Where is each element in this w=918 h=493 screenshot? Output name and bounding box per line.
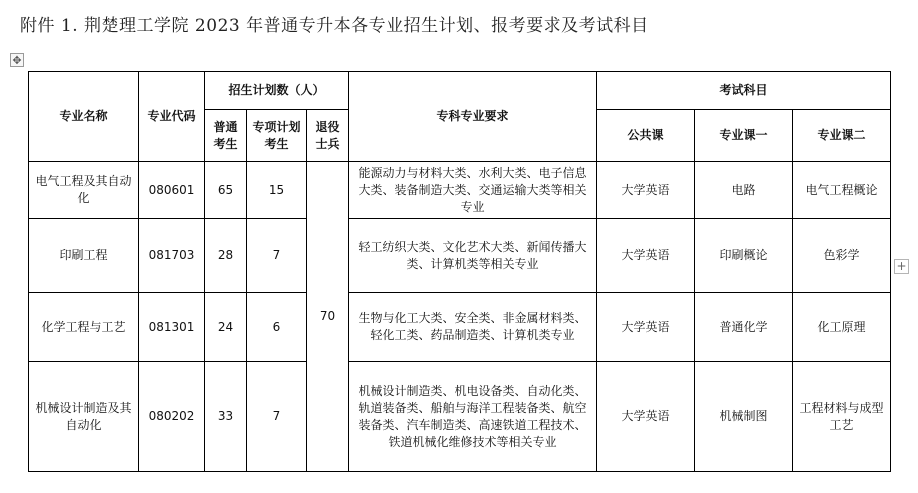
major-name-cell: 电气工程及其自动化 xyxy=(29,162,139,219)
major-name-cell: 机械设计制造及其自动化 xyxy=(29,362,139,472)
exam-public-cell: 大学英语 xyxy=(597,293,695,362)
plan-regular-cell: 28 xyxy=(205,219,247,293)
major-code-cell: 081301 xyxy=(139,293,205,362)
exam-public-cell: 大学英语 xyxy=(597,162,695,219)
exam-major1-cell: 机械制图 xyxy=(695,362,793,472)
requirements-cell: 机械设计制造类、机电设备类、自动化类、轨道装备类、船舶与海洋工程装备类、航空装备类、汽车制造类、高速铁道工程技术、铁道机械化维修技术等相关专业 xyxy=(349,362,597,472)
enrollment-plan-table xyxy=(28,71,891,472)
exam-public-cell: 大学英语 xyxy=(597,219,695,293)
header-requirements: 专科专业要求 xyxy=(349,72,597,162)
major-name-cell: 化学工程与工艺 xyxy=(29,293,139,362)
table-row xyxy=(29,162,891,219)
plan-regular-cell: 65 xyxy=(205,162,247,219)
header-exam-group: 考试科目 xyxy=(597,72,891,110)
plan-regular-cell: 33 xyxy=(205,362,247,472)
header-major-name: 专业名称 xyxy=(29,72,139,162)
exam-major1-cell: 印刷概论 xyxy=(695,219,793,293)
major-code-cell: 080202 xyxy=(139,362,205,472)
exam-major1-cell: 普通化学 xyxy=(695,293,793,362)
add-column-icon[interactable]: + xyxy=(894,259,909,274)
plan-special-cell: 7 xyxy=(247,219,307,293)
exam-major2-cell: 化工原理 xyxy=(793,293,891,362)
header-exam-major2: 专业课二 xyxy=(793,110,891,162)
plan-veteran-total-cell: 70 xyxy=(307,162,349,472)
table-header-row-1 xyxy=(29,72,891,110)
exam-public-cell: 大学英语 xyxy=(597,362,695,472)
major-name-cell: 印刷工程 xyxy=(29,219,139,293)
requirements-cell: 能源动力与材料大类、水利大类、电子信息大类、装备制造大类、交通运输大类等相关专业 xyxy=(349,162,597,219)
header-major-code: 专业代码 xyxy=(139,72,205,162)
header-plan-special: 专项计划考生 xyxy=(247,110,307,162)
exam-major1-cell: 电路 xyxy=(695,162,793,219)
header-plan-regular: 普通考生 xyxy=(205,110,247,162)
table-row xyxy=(29,362,891,472)
table-row xyxy=(29,293,891,362)
exam-major2-cell: 工程材料与成型工艺 xyxy=(793,362,891,472)
major-code-cell: 080601 xyxy=(139,162,205,219)
requirements-cell: 生物与化工大类、安全类、非金属材料类、轻化工类、药品制造类、计算机类专业 xyxy=(349,293,597,362)
major-code-cell: 081703 xyxy=(139,219,205,293)
plan-special-cell: 6 xyxy=(247,293,307,362)
header-plan-group: 招生计划数（人） xyxy=(205,72,349,110)
header-plan-veteran: 退役士兵 xyxy=(307,110,349,162)
requirements-cell: 轻工纺织大类、文化艺术大类、新闻传播大类、计算机类等相关专业 xyxy=(349,219,597,293)
plan-regular-cell: 24 xyxy=(205,293,247,362)
plan-special-cell: 7 xyxy=(247,362,307,472)
table-move-handle-icon[interactable]: ✥ xyxy=(10,53,24,67)
exam-major2-cell: 色彩学 xyxy=(793,219,891,293)
document-title: 附件 1. 荆楚理工学院 2023 年普通专升本各专业招生计划、报考要求及考试科目 xyxy=(20,16,649,36)
header-exam-public: 公共课 xyxy=(597,110,695,162)
table-row xyxy=(29,219,891,293)
exam-major2-cell: 电气工程概论 xyxy=(793,162,891,219)
header-exam-major1: 专业课一 xyxy=(695,110,793,162)
plan-special-cell: 15 xyxy=(247,162,307,219)
